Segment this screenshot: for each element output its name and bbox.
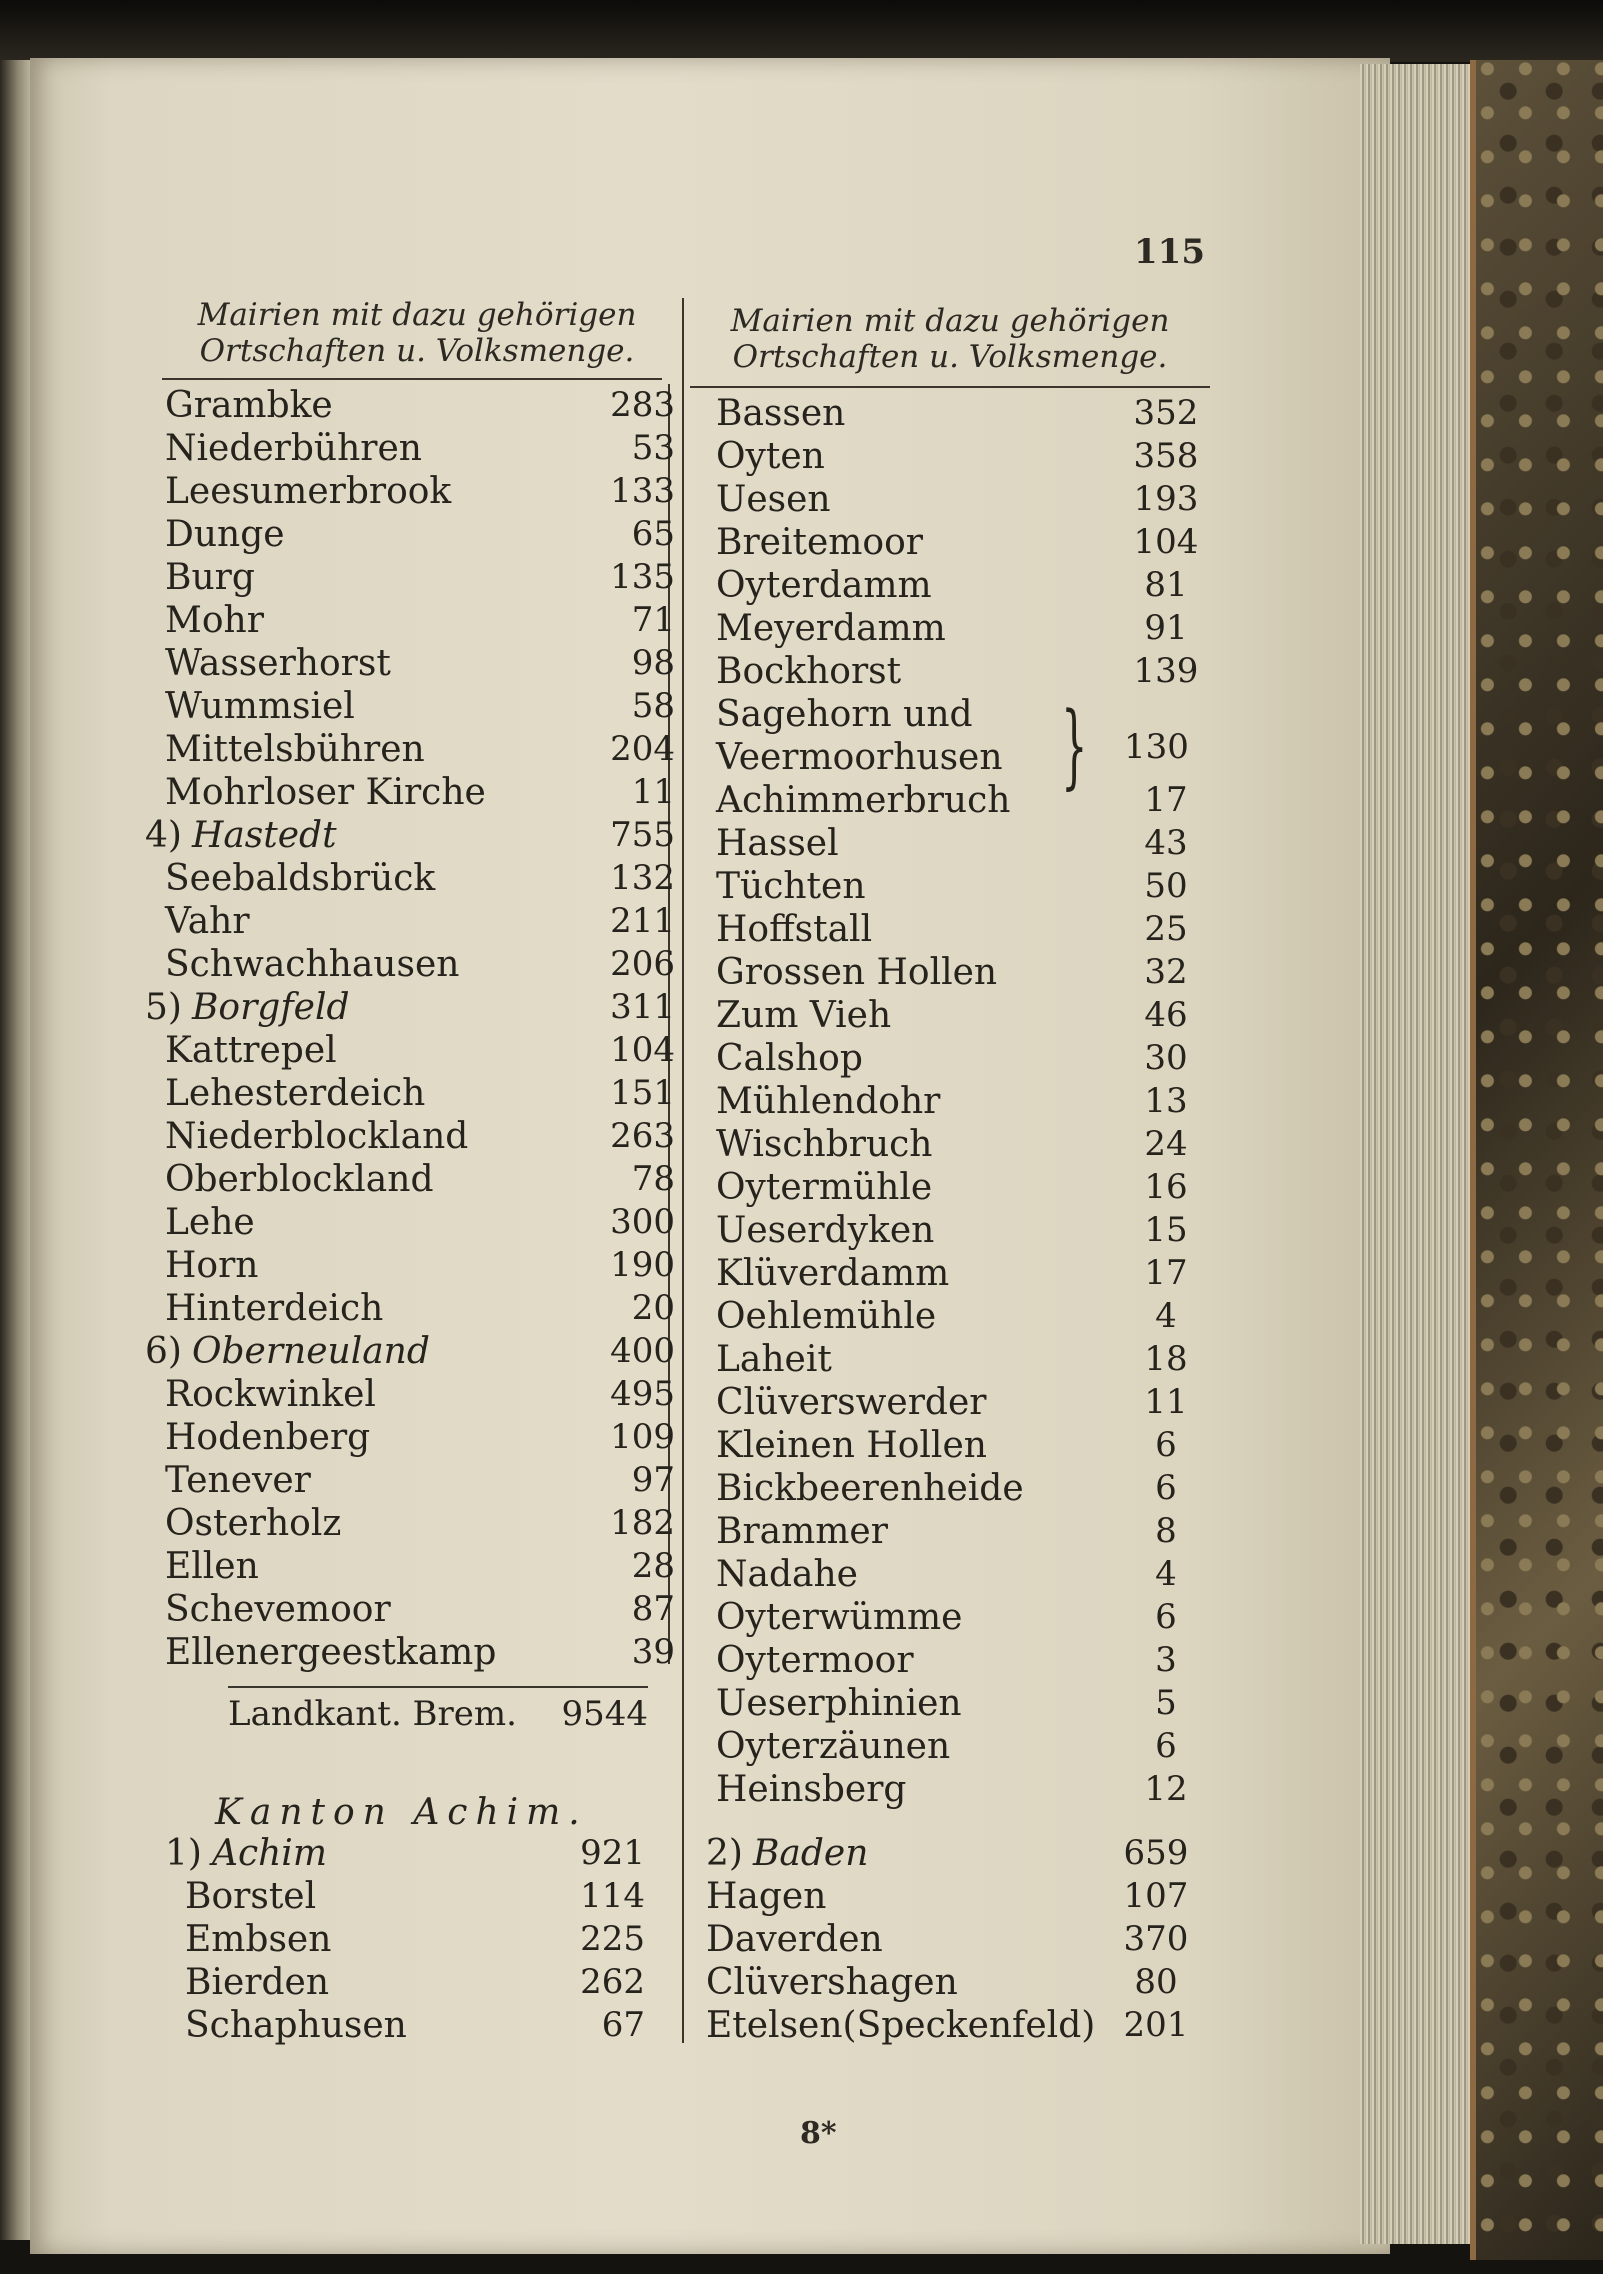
place-name: Oyterwümme: [716, 1597, 963, 1638]
place-name: Hassel: [716, 823, 839, 864]
place-name: Brammer: [716, 1511, 888, 1552]
place-row: [165, 599, 675, 642]
place-row: [165, 900, 675, 943]
population-value: 4: [1155, 1554, 1177, 1594]
place-row: [706, 1875, 1189, 1918]
place-name: Sagehorn und: [716, 694, 973, 735]
total-value: 9544: [561, 1694, 648, 1734]
place-row: [716, 564, 1216, 607]
population-value: 91: [1144, 608, 1188, 648]
place-name: Mohrloser Kirche: [165, 772, 486, 813]
place-row: [145, 1330, 675, 1373]
place-name: Schevemoor: [165, 1589, 391, 1630]
population-value: 6: [1155, 1468, 1177, 1508]
place-row: [165, 1373, 675, 1416]
place-name: Mittelsbühren: [165, 729, 425, 770]
place-name: Ellenergeestkamp: [165, 1632, 497, 1673]
place-row: [716, 1123, 1216, 1166]
place-name: Hastedt: [191, 815, 337, 856]
place-name: Borstel: [185, 1876, 317, 1917]
place-name: Kleinen Hollen: [716, 1425, 987, 1466]
place-name: Lehe: [165, 1202, 255, 1243]
place-name: Tenever: [165, 1460, 311, 1501]
place-name: Ueserdyken: [716, 1210, 935, 1251]
population-value: 6: [1155, 1726, 1177, 1766]
place-row: [165, 771, 675, 814]
place-name: Ueserphinien: [716, 1683, 962, 1724]
place-row: [185, 1961, 645, 2004]
total-rule: [228, 1686, 648, 1688]
population-value: 211: [610, 901, 675, 941]
population-value: 151: [610, 1073, 675, 1113]
population-value: 114: [580, 1876, 645, 1916]
place-name: Mohr: [165, 600, 264, 641]
place-row: [716, 650, 1216, 693]
place-row: [165, 1502, 675, 1545]
place-name: Niederblockland: [165, 1116, 469, 1157]
mairie-number: 1): [165, 1833, 202, 1874]
population-value: 263: [610, 1116, 675, 1156]
place-row: [165, 1287, 675, 1330]
place-name: Achimmerbruch: [716, 780, 1011, 821]
place-name: Clüvershagen: [706, 1962, 958, 2003]
place-name: Horn: [165, 1245, 259, 1286]
baden-place-list: [706, 1832, 1189, 2047]
place-row: [165, 1416, 675, 1459]
population-value: 135: [610, 557, 675, 597]
population-value: 25: [1144, 909, 1188, 949]
place-name: Vahr: [165, 901, 250, 942]
population-value: 190: [610, 1245, 675, 1285]
place-row: [716, 607, 1216, 650]
place-row: [185, 1918, 645, 1961]
marbled-cover: [1470, 60, 1603, 2260]
population-value: 225: [580, 1919, 645, 1959]
header-rule-left: [162, 378, 662, 380]
place-name: Oyterzäunen: [716, 1726, 951, 1767]
population-value: 17: [1144, 1253, 1188, 1293]
right-header-line2: Ortschaften u. Volksmenge.: [732, 339, 1168, 375]
place-row: [165, 685, 675, 728]
population-value: 65: [631, 514, 675, 554]
population-value: 71: [631, 600, 675, 640]
population-value: 43: [1144, 823, 1188, 863]
facing-page-edge: [0, 60, 30, 2240]
population-value: 17: [1144, 780, 1188, 820]
place-row: [716, 1510, 1216, 1553]
place-name: Oyterdamm: [716, 565, 932, 606]
population-value: 370: [1123, 1919, 1189, 1959]
mairie-number: 5): [145, 987, 182, 1028]
place-row: [165, 1832, 645, 1875]
place-row: [716, 1639, 1216, 1682]
place-row: [716, 1682, 1216, 1725]
place-name: Borgfeld: [191, 987, 350, 1028]
place-name: Lehesterdeich: [165, 1073, 426, 1114]
place-row: [165, 1201, 675, 1244]
left-column-header: [162, 297, 672, 369]
population-value: 80: [1134, 1962, 1178, 2002]
place-row: [716, 1596, 1216, 1639]
place-name: Bierden: [185, 1962, 330, 2003]
mairie-number: 4): [145, 815, 182, 856]
place-name: Clüverswerder: [716, 1382, 987, 1423]
place-name: Wasserhorst: [165, 643, 391, 684]
place-name: Veermoorhusen: [716, 737, 1003, 778]
place-name: Bassen: [716, 393, 846, 434]
place-row: [706, 2004, 1189, 2047]
place-row: [716, 1080, 1216, 1123]
place-row: [716, 1295, 1216, 1338]
place-name: Schwachhausen: [165, 944, 460, 985]
population-value: 283: [610, 385, 675, 425]
place-row: [716, 478, 1216, 521]
place-name: Hoffstall: [716, 909, 873, 950]
place-name: Bickbeerenheide: [716, 1468, 1024, 1509]
population-value: 67: [601, 2005, 645, 2045]
population-value: 20: [631, 1288, 675, 1328]
signature-mark: 8*: [800, 2116, 837, 2151]
place-row: [706, 1832, 1189, 1875]
population-value: 104: [610, 1030, 675, 1070]
place-row: [165, 384, 675, 427]
place-row: [165, 1158, 675, 1201]
population-value: 201: [1123, 2005, 1189, 2045]
place-row: [165, 513, 675, 556]
place-name: Meyerdamm: [716, 608, 946, 649]
place-name: Uesen: [716, 479, 831, 520]
population-value: 4: [1155, 1296, 1177, 1336]
population-value: 109: [610, 1417, 675, 1457]
place-row: [165, 1631, 675, 1674]
population-value: 11: [631, 772, 675, 812]
place-name: Wischbruch: [716, 1124, 933, 1165]
population-value: 15: [1144, 1210, 1188, 1250]
place-name: Wummsiel: [165, 686, 355, 727]
left-total: [228, 1694, 648, 1734]
population-value: 6: [1155, 1597, 1177, 1637]
place-row: [185, 1875, 645, 1918]
place-row: [165, 1115, 675, 1158]
place-row: [165, 470, 675, 513]
population-value: 400: [610, 1331, 675, 1371]
place-name: Dunge: [165, 514, 285, 555]
place-row: [165, 1029, 675, 1072]
column-divider: [682, 298, 684, 2043]
place-row: [185, 2004, 645, 2047]
mairie-number: 2): [706, 1833, 743, 1874]
place-row: [165, 857, 675, 900]
place-name: Achim: [211, 1833, 327, 1874]
place-row: [716, 1381, 1216, 1424]
left-place-list: [145, 384, 675, 1674]
population-value: 58: [631, 686, 675, 726]
place-name: Bockhorst: [716, 651, 902, 692]
left-header-line1: Mairien mit dazu gehörigen: [197, 297, 637, 333]
brace-glyph: }: [1061, 692, 1088, 799]
population-value: 97: [631, 1460, 675, 1500]
population-value: 8: [1155, 1511, 1177, 1551]
top-edge-shadow: [0, 0, 1603, 62]
place-name: Seebaldsbrück: [165, 858, 436, 899]
place-row: [716, 1037, 1216, 1080]
population-value: 755: [610, 815, 675, 855]
place-row: [165, 943, 675, 986]
population-value: 18: [1144, 1339, 1188, 1379]
place-name: Mühlendohr: [716, 1081, 941, 1122]
population-value: 352: [1133, 393, 1199, 433]
place-row: [716, 1424, 1216, 1467]
place-name: Schaphusen: [185, 2005, 407, 2046]
place-row: [716, 779, 1216, 822]
place-name: Niederbühren: [165, 428, 422, 469]
place-row: [716, 1338, 1216, 1381]
population-value: 132: [610, 858, 675, 898]
place-name: Leesumerbrook: [165, 471, 452, 512]
sagehorn-group-value: 130: [1124, 727, 1189, 767]
place-row: [716, 908, 1216, 951]
place-name: Osterholz: [165, 1503, 342, 1544]
place-name: Burg: [165, 557, 255, 598]
population-value: 262: [580, 1962, 645, 2002]
population-value: 921: [580, 1833, 645, 1873]
population-value: 206: [610, 944, 675, 984]
place-row: [165, 1244, 675, 1287]
population-value: 133: [610, 471, 675, 511]
place-row: [165, 556, 675, 599]
population-value: 139: [1133, 651, 1199, 691]
place-name: Grambke: [165, 385, 333, 426]
population-value: 12: [1144, 1769, 1188, 1809]
place-row: [716, 1768, 1216, 1811]
place-name: Daverden: [706, 1919, 883, 1960]
right-place-list: [716, 392, 1216, 1811]
population-value: 495: [610, 1374, 675, 1414]
place-row: [716, 392, 1216, 435]
population-value: 87: [631, 1589, 675, 1629]
population-value: 11: [1144, 1382, 1188, 1422]
population-value: 13: [1144, 1081, 1188, 1121]
place-row: [165, 642, 675, 685]
place-row: [145, 814, 675, 857]
population-value: 107: [1123, 1876, 1189, 1916]
place-name: Calshop: [716, 1038, 863, 1079]
place-row: [165, 1545, 675, 1588]
place-name: Rockwinkel: [165, 1374, 376, 1415]
place-row: [716, 994, 1216, 1037]
place-row: [706, 1961, 1176, 2004]
place-name: Tüchten: [716, 866, 866, 907]
left-header-line2: Ortschaften u. Volksmenge.: [199, 333, 635, 369]
population-value: 39: [631, 1632, 675, 1672]
place-name: Heinsberg: [716, 1769, 907, 1810]
population-value: 5: [1155, 1683, 1177, 1723]
place-row: [145, 986, 675, 1029]
place-row: [716, 1252, 1216, 1295]
place-name: Oberneuland: [191, 1331, 430, 1372]
place-name: Klüverdamm: [716, 1253, 950, 1294]
place-row: [716, 822, 1216, 865]
population-value: 98: [631, 643, 675, 683]
right-column-header: [690, 303, 1210, 375]
place-row: [716, 1725, 1216, 1768]
place-name: Hinterdeich: [165, 1288, 384, 1329]
place-name: Baden: [752, 1833, 869, 1874]
population-value: 358: [1133, 436, 1199, 476]
population-value: 30: [1144, 1038, 1188, 1078]
place-row: [165, 1459, 675, 1502]
place-row: [165, 1588, 675, 1631]
header-rule-right: [690, 386, 1210, 388]
total-label: Landkant. Brem.: [228, 1694, 517, 1734]
place-name: Oehlemühle: [716, 1296, 937, 1337]
population-value: 182: [610, 1503, 675, 1543]
page-stack-edge: [1360, 64, 1470, 2244]
place-name: Grossen Hollen: [716, 952, 998, 993]
place-row: [716, 1553, 1216, 1596]
place-name: Oytermühle: [716, 1167, 933, 1208]
mairie-number: 6): [145, 1331, 182, 1372]
right-header-line1: Mairien mit dazu gehörigen: [730, 303, 1170, 339]
population-value: 6: [1155, 1425, 1177, 1465]
place-name: Laheit: [716, 1339, 832, 1380]
place-name: Zum Vieh: [716, 995, 892, 1036]
population-value: 16: [1144, 1167, 1188, 1207]
place-row: [165, 427, 675, 470]
place-row: [716, 1166, 1216, 1209]
population-value: 53: [631, 428, 675, 468]
population-value: 659: [1123, 1833, 1189, 1873]
population-value: 300: [610, 1202, 675, 1242]
place-row: [165, 1072, 675, 1115]
place-row: [716, 521, 1216, 564]
population-value: 3: [1155, 1640, 1177, 1680]
population-value: 50: [1144, 866, 1188, 906]
place-name: Hodenberg: [165, 1417, 371, 1458]
population-value: 78: [631, 1159, 675, 1199]
place-name: Ellen: [165, 1546, 259, 1587]
population-value: 104: [1133, 522, 1199, 562]
population-value: 46: [1144, 995, 1188, 1035]
place-name: Embsen: [185, 1919, 332, 1960]
place-row: [716, 951, 1216, 994]
place-name: Etelsen(Speckenfeld): [706, 2005, 1096, 2046]
place-row: [706, 1918, 1189, 1961]
place-name: Oberblockland: [165, 1159, 434, 1200]
place-name: Oyten: [716, 436, 825, 477]
population-value: 32: [1144, 952, 1188, 992]
population-value: 24: [1144, 1124, 1188, 1164]
population-value: 81: [1144, 565, 1188, 605]
place-name: Hagen: [706, 1876, 827, 1917]
kanton-heading: Kanton Achim.: [215, 1792, 588, 1833]
place-row: [716, 1467, 1216, 1510]
achim-place-list: [165, 1832, 645, 2047]
place-name: Kattrepel: [165, 1030, 337, 1071]
population-value: 193: [1133, 479, 1199, 519]
place-name: Oytermoor: [716, 1640, 914, 1681]
place-row: [165, 728, 675, 771]
place-row: [716, 865, 1216, 908]
page-number: 115: [1134, 232, 1205, 272]
place-name: Nadahe: [716, 1554, 858, 1595]
population-value: 204: [610, 729, 675, 769]
population-value: 28: [631, 1546, 675, 1586]
place-row: [716, 1209, 1216, 1252]
place-name: Breitemoor: [716, 522, 923, 563]
population-value: 311: [610, 987, 675, 1027]
place-row: [716, 435, 1216, 478]
